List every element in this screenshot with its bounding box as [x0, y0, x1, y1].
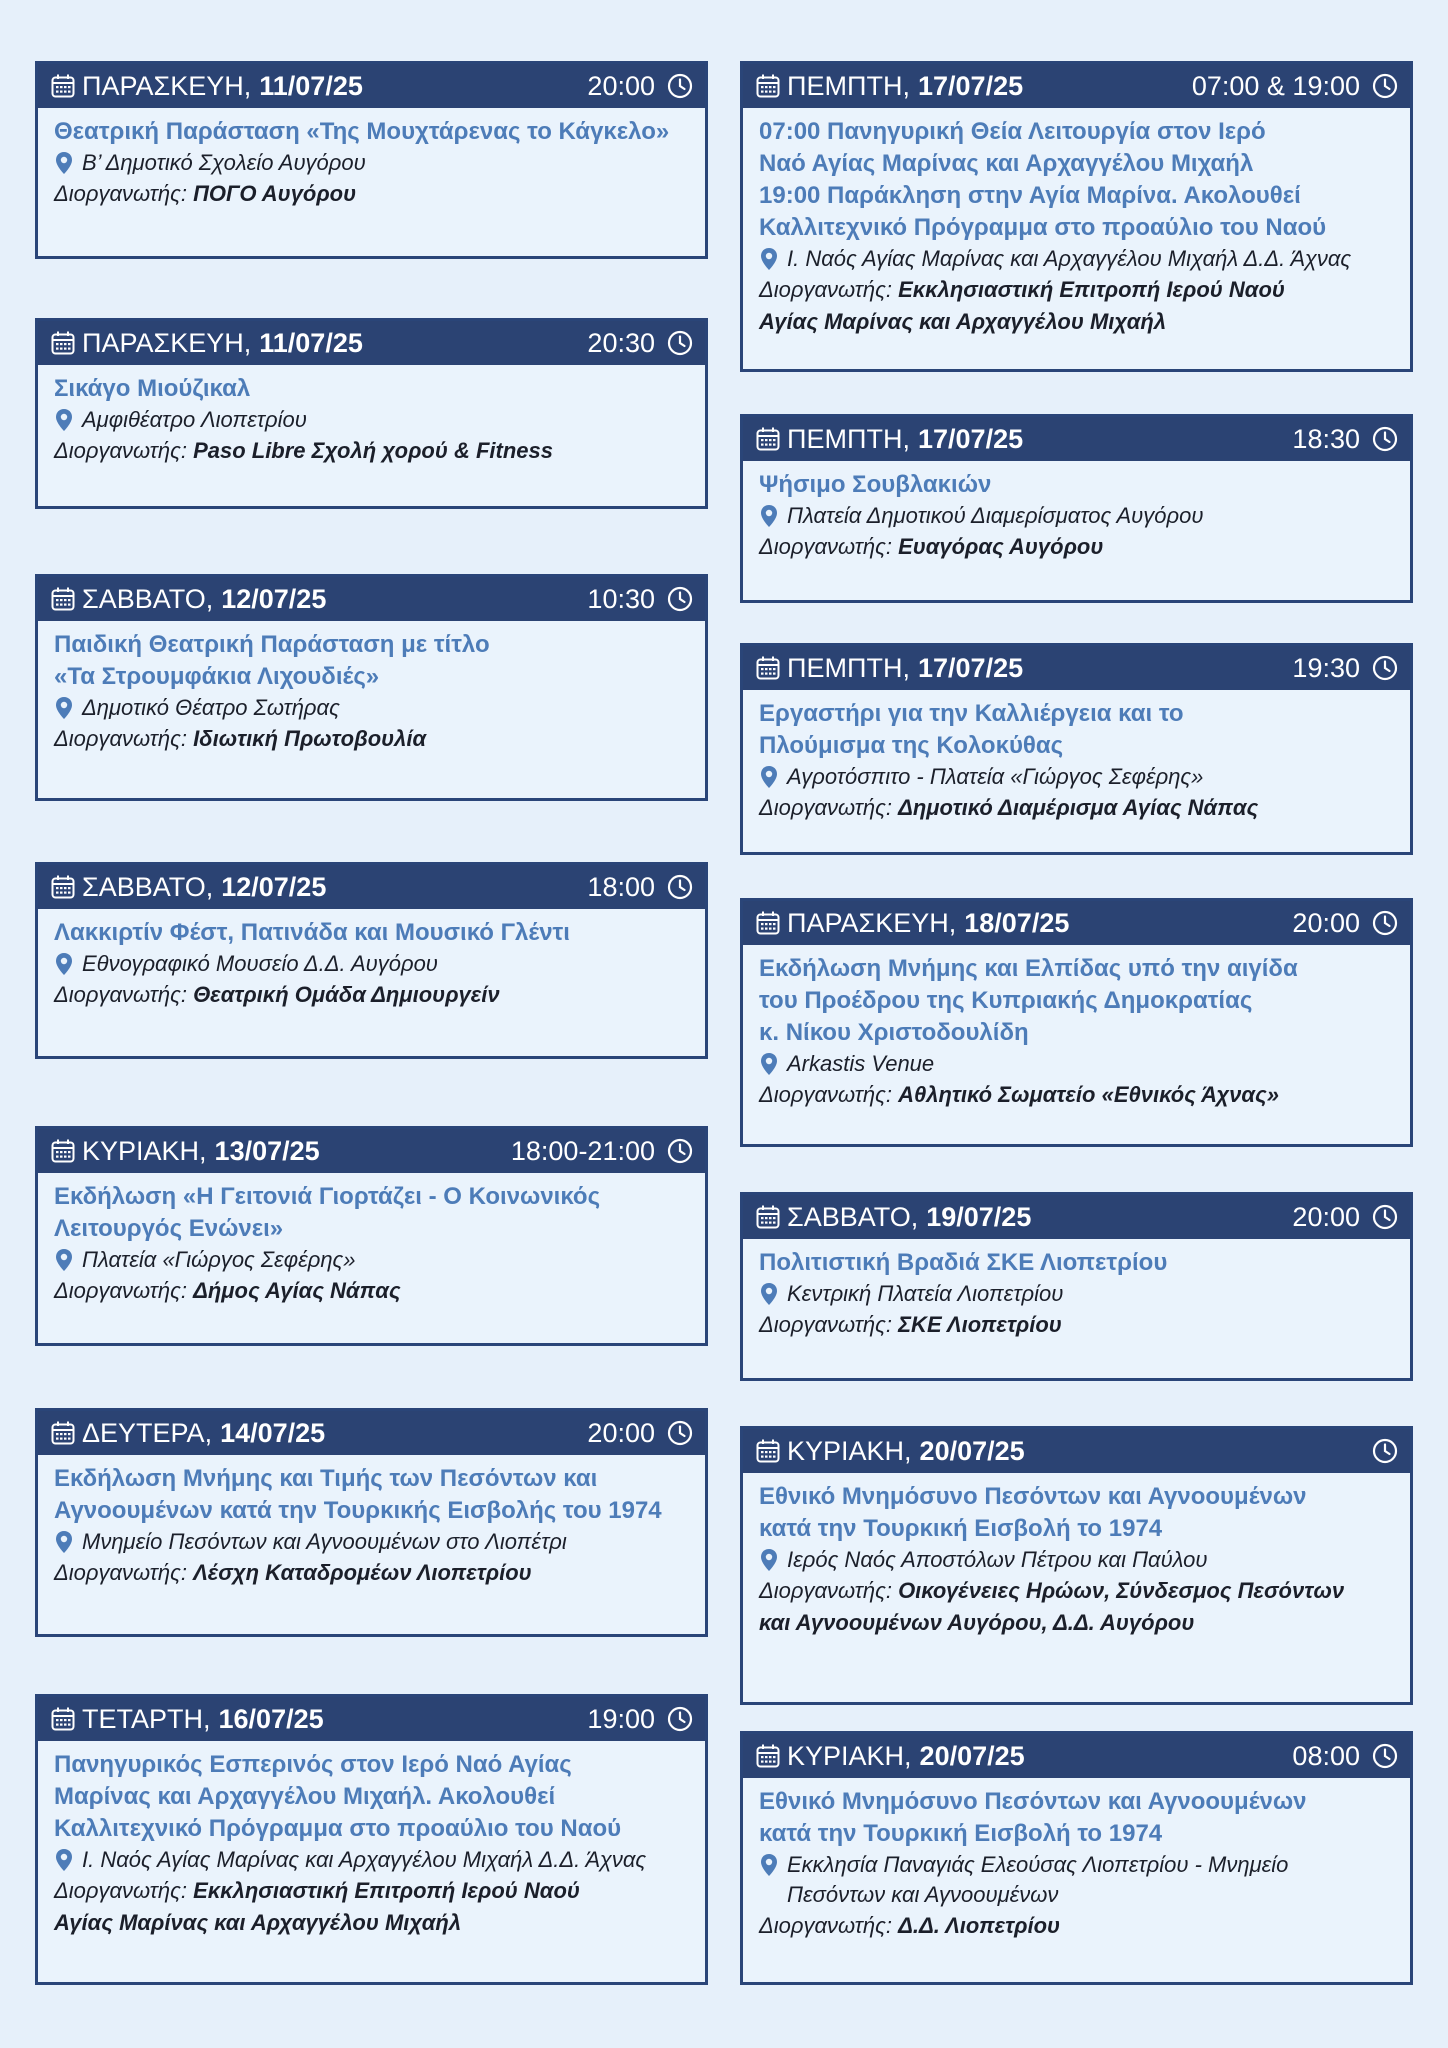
event-organizer [54, 1875, 689, 1939]
organizer-name: και Αγνοουμένων Αυγόρου, Δ.Δ. Αυγόρου [759, 1610, 1195, 1635]
event-organizer [54, 1557, 689, 1589]
event-title-line: Εκδήλωση Μνήμης και Τιμής των Πεσόντων και [54, 1465, 598, 1492]
event-title [54, 917, 689, 949]
location-pin-icon [759, 765, 779, 789]
event-title [759, 953, 1394, 1049]
event-title-line: Εργαστήρι για την Καλλιέργεια και το [759, 700, 1184, 727]
event-card [35, 318, 708, 509]
event-title [54, 116, 689, 148]
event-location [759, 1279, 1394, 1309]
clock-icon [1372, 1204, 1398, 1230]
event-time: 10:30 [587, 583, 655, 614]
event-time: 20:30 [587, 327, 655, 358]
event-location-line: Κεντρική Πλατεία Λιοπετρίου [787, 1281, 1064, 1306]
event-location-line: Ι. Ναός Αγίας Μαρίνας και Αρχαγγέλου Μιχαήλ Δ.Δ. Άχνας [787, 246, 1352, 271]
location-pin-icon [759, 1548, 779, 1572]
event-organizer-line [54, 1557, 689, 1589]
event-location-text [82, 1245, 356, 1275]
event-date: 18/07/25 [964, 907, 1070, 938]
organizer-name: Οικογένειες Ηρώων, Σύνδεσμος Πεσόντων [898, 1578, 1345, 1603]
event-date: 20/07/25 [919, 1435, 1025, 1466]
event-location [759, 244, 1394, 274]
event-time: 20:00 [587, 1417, 655, 1448]
event-title-line: Αγνοουμένων κατά την Τουρκικής Εισβολής του 1974 [54, 1497, 662, 1524]
organizer-name: Αθλητικό Σωματείο «Εθνικός Άχνας» [898, 1082, 1279, 1107]
event-location [759, 1545, 1394, 1575]
event-title-line: Μαρίνας και Αρχαγγέλου Μιχαήλ. Ακολουθεί [54, 1783, 556, 1810]
event-body [38, 365, 705, 479]
event-body [38, 621, 705, 767]
event-day: ΣΑΒΒΑΤΟ, [82, 583, 214, 614]
calendar-icon [755, 73, 781, 99]
event-day: ΠΑΡΑΣΚΕΥΗ, [82, 327, 252, 358]
event-header [743, 417, 1410, 461]
event-header [38, 865, 705, 909]
event-location-line: Εκκλησία Παναγιάς Ελεούσας Λιοπετρίου - Μνημείο [787, 1852, 1289, 1877]
event-location-line: Arkastis Venue [787, 1051, 935, 1076]
event-time: 19:30 [1292, 652, 1360, 683]
event-title-line: 07:00 Πανηγυρική Θεία Λειτουργία στον Ιερό [759, 118, 1266, 145]
event-title [759, 469, 1394, 501]
calendar-icon [755, 1438, 781, 1464]
event-date: 19/07/25 [926, 1201, 1032, 1232]
event-date: 20/07/25 [919, 1740, 1025, 1771]
clock-icon [667, 586, 693, 612]
event-title-line: Λειτουργός Ενώνει» [54, 1215, 284, 1242]
event-location [54, 949, 689, 979]
event-title-line: Ναό Αγίας Μαρίνας και Αρχαγγέλου Μιχαήλ [759, 150, 1254, 177]
organizer-label: Διοργανωτής: [54, 438, 187, 463]
organizer-name: Ευαγόρας Αυγόρου [898, 534, 1104, 559]
event-title [54, 629, 689, 693]
event-date: 14/07/25 [220, 1417, 326, 1448]
event-time: 07:00 & 19:00 [1191, 70, 1360, 101]
event-location [759, 501, 1394, 531]
organizer-label: Διοργανωτής: [759, 277, 892, 302]
event-organizer-line [759, 792, 1394, 824]
event-header [38, 1411, 705, 1455]
event-day: ΣΑΒΒΑΤΟ, [82, 871, 214, 902]
event-organizer-line [54, 435, 689, 467]
event-organizer [759, 1910, 1394, 1942]
event-card [35, 1126, 708, 1346]
event-title-line: Καλλιτεχνικό Πρόγραμμα στο προαύλιο του Ναού [54, 1815, 622, 1842]
event-header [743, 1429, 1410, 1473]
event-title-line: Λακκιρτίν Φέστ, Πατινάδα και Μουσικό Γλέντι [54, 919, 570, 946]
location-pin-icon [759, 247, 779, 271]
event-title-line: Πλούμισμα της Κολοκύθας [759, 732, 1064, 759]
event-body [743, 945, 1410, 1123]
event-location [54, 693, 689, 723]
event-body [743, 1778, 1410, 1954]
event-body [38, 909, 705, 1023]
event-title [54, 373, 689, 405]
event-header [743, 1195, 1410, 1239]
clock-icon [1372, 1743, 1398, 1769]
organizer-name: Θεατρική Ομάδα Δημιουργείν [193, 982, 500, 1007]
event-card [740, 1731, 1413, 1985]
event-title-line: Πανηγυρικός Εσπερινός στον Ιερό Ναό Αγίας [54, 1751, 572, 1778]
location-pin-icon [54, 408, 74, 432]
event-organizer-line [759, 1607, 1394, 1639]
event-body [38, 108, 705, 222]
event-card [35, 61, 708, 259]
event-day: ΠΕΜΠΤΗ, [787, 423, 910, 454]
calendar-icon [50, 586, 76, 612]
event-organizer [54, 178, 689, 210]
event-day: ΚΥΡΙΑΚΗ, [787, 1740, 912, 1771]
clock-icon [667, 330, 693, 356]
event-organizer [759, 1575, 1394, 1639]
event-body [743, 1239, 1410, 1353]
organizer-name: Ιδιωτική Πρωτοβουλία [193, 726, 427, 751]
location-pin-icon [759, 1282, 779, 1306]
calendar-icon [50, 1706, 76, 1732]
event-organizer-line [54, 723, 689, 755]
event-time: 18:00 [587, 871, 655, 902]
event-header [743, 646, 1410, 690]
event-day: ΠΑΡΑΣΚΕΥΗ, [82, 70, 252, 101]
calendar-icon [50, 73, 76, 99]
event-organizer-line [759, 531, 1394, 563]
event-card [35, 1694, 708, 1985]
event-title [759, 1786, 1394, 1850]
event-organizer-line [759, 1079, 1394, 1111]
event-title-line: κατά την Τουρκική Εισβολή το 1974 [759, 1820, 1163, 1847]
event-header [38, 64, 705, 108]
event-header [743, 1734, 1410, 1778]
event-body [743, 461, 1410, 575]
event-title-line: Θεατρική Παράσταση «Της Μουχτάρενας το Κάγκελο» [54, 118, 670, 145]
event-day: ΤΕΤΑΡΤΗ, [82, 1703, 211, 1734]
calendar-icon [50, 1138, 76, 1164]
event-card [740, 1192, 1413, 1381]
event-title [759, 698, 1394, 762]
event-title-line: Παιδική Θεατρική Παράσταση με τίτλο [54, 631, 490, 658]
organizer-label: Διοργανωτής: [54, 726, 187, 751]
event-location-line: Αγροτόσπιτο - Πλατεία «Γιώργος Σεφέρης» [787, 764, 1204, 789]
event-organizer-line [759, 1309, 1394, 1341]
event-location-text [82, 693, 340, 723]
event-title [759, 116, 1394, 244]
clock-icon [667, 1420, 693, 1446]
event-card [740, 1426, 1413, 1705]
event-title-line: 19:00 Παράκληση στην Αγία Μαρίνα. Ακολουθεί [759, 182, 1301, 209]
event-organizer-line [759, 1910, 1394, 1942]
event-date: 12/07/25 [221, 871, 327, 902]
event-organizer [759, 274, 1394, 338]
event-day: ΚΥΡΙΑΚΗ, [787, 1435, 912, 1466]
event-location-text [787, 501, 1203, 531]
event-location-text [787, 1545, 1208, 1575]
event-card [35, 574, 708, 801]
clock-icon [667, 874, 693, 900]
event-time: 18:00-21:00 [510, 1135, 655, 1166]
location-pin-icon [759, 1052, 779, 1076]
event-title [759, 1247, 1394, 1279]
calendar-icon [50, 330, 76, 356]
event-title-line: Εθνικό Μνημόσυνο Πεσόντων και Αγνοουμένων [759, 1788, 1307, 1815]
organizer-name: Δ.Δ. Λιοπετρίου [898, 1913, 1061, 1938]
event-location-text [82, 1527, 567, 1557]
event-location-text [787, 1049, 934, 1079]
event-header [38, 577, 705, 621]
event-body [38, 1455, 705, 1601]
event-location-line: Πεσόντων και Αγνοουμένων [787, 1882, 1059, 1907]
event-card [740, 643, 1413, 855]
organizer-label: Διοργανωτής: [54, 982, 187, 1007]
calendar-icon [50, 1420, 76, 1446]
event-header [38, 1697, 705, 1741]
event-title-line: Εκδήλωση «Η Γειτονιά Γιορτάζει - Ο Κοινωνικός [54, 1183, 601, 1210]
event-card [35, 862, 708, 1059]
organizer-name: Δημοτικό Διαμέρισμα Αγίας Νάπας [898, 795, 1259, 820]
clock-icon [1372, 73, 1398, 99]
event-day: ΠΕΜΠΤΗ, [787, 652, 910, 683]
event-organizer [759, 531, 1394, 563]
event-title [54, 1181, 689, 1245]
event-body [743, 1473, 1410, 1651]
location-pin-icon [54, 952, 74, 976]
event-body [743, 690, 1410, 836]
organizer-name: Paso Libre Σχολή χορού & Fitness [193, 438, 554, 463]
event-location-line: Πλατεία Δημοτικού Διαμερίσματος Αυγόρου [787, 503, 1204, 528]
organizer-label: Διοργανωτής: [54, 1560, 187, 1585]
event-header [743, 64, 1410, 108]
location-pin-icon [54, 1248, 74, 1272]
event-organizer-line [54, 178, 689, 210]
event-location-text [787, 762, 1203, 792]
event-header [743, 901, 1410, 945]
location-pin-icon [759, 504, 779, 528]
event-title [759, 1481, 1394, 1545]
event-organizer-line [759, 274, 1394, 306]
event-card [35, 1408, 708, 1637]
organizer-name: Δήμος Αγίας Νάπας [193, 1278, 401, 1303]
event-title-line: του Προέδρου της Κυπριακής Δημοκρατίας [759, 987, 1253, 1014]
clock-icon [667, 1706, 693, 1732]
event-header [38, 1129, 705, 1173]
event-day: ΔΕΥΤΕΡΑ, [82, 1417, 213, 1448]
event-location [54, 148, 689, 178]
organizer-label: Διοργανωτής: [759, 1578, 892, 1603]
event-body [38, 1173, 705, 1319]
event-title-line: Καλλιτεχνικό Πρόγραμμα στο προαύλιο του Ναού [759, 214, 1327, 241]
event-organizer [54, 435, 689, 467]
event-location-line: Ι. Ναός Αγίας Μαρίνας και Αρχαγγέλου Μιχαήλ Δ.Δ. Άχνας [82, 1847, 647, 1872]
event-date: 16/07/25 [218, 1703, 324, 1734]
event-location-text [787, 244, 1351, 274]
organizer-name: Αγίας Μαρίνας και Αρχαγγέλου Μιχαήλ [759, 309, 1167, 334]
event-organizer [759, 1079, 1394, 1111]
event-organizer-line [54, 979, 689, 1011]
event-location [54, 1845, 689, 1875]
event-organizer [759, 792, 1394, 824]
event-organizer [54, 979, 689, 1011]
event-title-line: Εκδήλωση Μνήμης και Ελπίδας υπό την αιγίδα [759, 955, 1298, 982]
event-organizer-line [54, 1275, 689, 1307]
event-date: 17/07/25 [918, 423, 1024, 454]
clock-icon [1372, 655, 1398, 681]
event-location [54, 1527, 689, 1557]
event-day: ΠΑΡΑΣΚΕΥΗ, [787, 907, 957, 938]
organizer-name: Εκκλησιαστική Επιτροπή Ιερού Ναού [193, 1878, 580, 1903]
clock-icon [667, 73, 693, 99]
calendar-icon [755, 1743, 781, 1769]
location-pin-icon [54, 1530, 74, 1554]
organizer-name: Εκκλησιαστική Επιτροπή Ιερού Ναού [898, 277, 1285, 302]
event-location-line: Εθνογραφικό Μουσείο Δ.Δ. Αυγόρου [82, 951, 438, 976]
event-location-line: Ιερός Ναός Αποστόλων Πέτρου και Παύλου [787, 1547, 1208, 1572]
event-organizer [54, 1275, 689, 1307]
event-title-line: Πολιτιστική Βραδιά ΣΚΕ Λιοπετρίου [759, 1249, 1168, 1276]
event-body [38, 1741, 705, 1951]
event-title-line: κατά την Τουρκική Εισβολή το 1974 [759, 1515, 1163, 1542]
event-date: 17/07/25 [918, 652, 1024, 683]
event-card [740, 61, 1413, 372]
organizer-name: ΠΟΓΟ Αυγόρου [193, 181, 357, 206]
event-organizer [759, 1309, 1394, 1341]
event-location-text [82, 405, 307, 435]
event-organizer-line [54, 1907, 689, 1939]
event-day: ΣΑΒΒΑΤΟ, [787, 1201, 919, 1232]
clock-icon [1372, 910, 1398, 936]
event-location-line: Αμφιθέατρο Λιοπετρίου [82, 407, 307, 432]
event-organizer-line [54, 1875, 689, 1907]
event-location [54, 405, 689, 435]
event-location-text [787, 1850, 1288, 1910]
organizer-label: Διοργανωτής: [759, 1913, 892, 1938]
event-location-line: Δημοτικό Θέατρο Σωτήρας [82, 695, 340, 720]
event-time: 20:00 [587, 70, 655, 101]
organizer-label: Διοργανωτής: [54, 1278, 187, 1303]
event-title-line: Σικάγο Μιούζικαλ [54, 375, 251, 402]
organizer-label: Διοργανωτής: [759, 534, 892, 559]
event-title-line: «Τα Στρουμφάκια Λιχουδιές» [54, 663, 380, 690]
event-header [38, 321, 705, 365]
calendar-icon [50, 874, 76, 900]
event-time: 20:00 [1292, 1201, 1360, 1232]
event-organizer-line [759, 306, 1394, 338]
event-date: 11/07/25 [259, 327, 363, 358]
event-time: 18:30 [1292, 423, 1360, 454]
event-location [759, 1850, 1394, 1910]
calendar-icon [755, 1204, 781, 1230]
calendar-icon [755, 426, 781, 452]
event-location-line: Μνημείο Πεσόντων και Αγνοουμένων στο Λιοπέτρι [82, 1529, 567, 1554]
event-title-line: Εθνικό Μνημόσυνο Πεσόντων και Αγνοουμένων [759, 1483, 1307, 1510]
calendar-icon [755, 655, 781, 681]
event-date: 12/07/25 [221, 583, 327, 614]
event-date: 13/07/25 [214, 1135, 320, 1166]
organizer-label: Διοργανωτής: [759, 1082, 892, 1107]
location-pin-icon [759, 1853, 779, 1877]
event-location-text [82, 1845, 646, 1875]
event-location [54, 1245, 689, 1275]
event-date: 11/07/25 [259, 70, 363, 101]
event-day: ΚΥΡΙΑΚΗ, [82, 1135, 207, 1166]
organizer-label: Διοργανωτής: [759, 1312, 892, 1337]
location-pin-icon [54, 696, 74, 720]
organizer-label: Διοργανωτής: [54, 1878, 187, 1903]
event-time: 19:00 [587, 1703, 655, 1734]
event-location-text [82, 148, 366, 178]
event-title [54, 1463, 689, 1527]
event-location-text [82, 949, 438, 979]
event-title [54, 1749, 689, 1845]
clock-icon [1372, 426, 1398, 452]
event-location [759, 762, 1394, 792]
event-time: 20:00 [1292, 907, 1360, 938]
event-time: 08:00 [1292, 1740, 1360, 1771]
event-location-line: Β’ Δημοτικό Σχολείο Αυγόρου [82, 150, 366, 175]
event-organizer [54, 723, 689, 755]
organizer-name: Λέσχη Καταδρομέων Λιοπετρίου [193, 1560, 532, 1585]
organizer-label: Διοργανωτής: [54, 181, 187, 206]
location-pin-icon [54, 1848, 74, 1872]
organizer-label: Διοργανωτής: [759, 795, 892, 820]
event-body [743, 108, 1410, 350]
event-date: 17/07/25 [918, 70, 1024, 101]
organizer-name: Αγίας Μαρίνας και Αρχαγγέλου Μιχαήλ [54, 1910, 462, 1935]
event-location [759, 1049, 1394, 1079]
calendar-icon [755, 910, 781, 936]
clock-icon [1372, 1438, 1398, 1464]
event-card [740, 898, 1413, 1147]
event-location-text [787, 1279, 1063, 1309]
event-organizer-line [759, 1575, 1394, 1607]
event-day: ΠΕΜΠΤΗ, [787, 70, 910, 101]
event-title-line: Ψήσιμο Σουβλακιών [759, 471, 992, 498]
clock-icon [667, 1138, 693, 1164]
event-title-line: κ. Νίκου Χριστοδουλίδη [759, 1019, 1029, 1046]
organizer-name: ΣΚΕ Λιοπετρίου [898, 1312, 1062, 1337]
location-pin-icon [54, 151, 74, 175]
event-card [740, 414, 1413, 603]
event-location-line: Πλατεία «Γιώργος Σεφέρης» [82, 1247, 356, 1272]
